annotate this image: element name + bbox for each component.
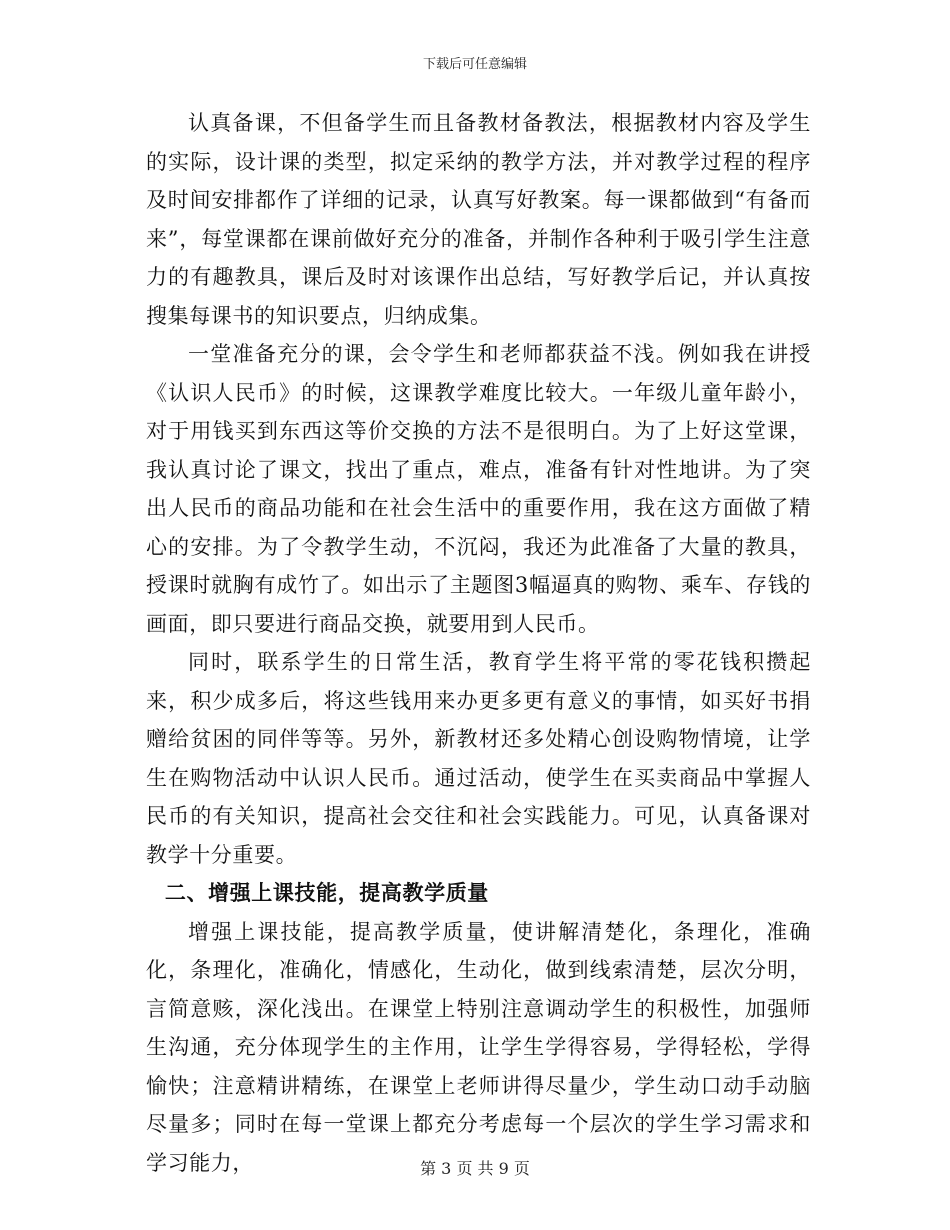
paragraph-teaching-skills: 增强上课技能，提高教学质量，使讲解清楚化，条理化，准确化，条理化，准确化，情感化，生动化，做到线索清楚，层次分明，言简意赅，深化浅出。在课堂上特别注意调动学生的积极性，加强师生沟通，充分体现学生的主作用，让学生学得容易，学得轻松，学得愉快；注意精讲精练，在课堂上老师讲得尽量少，学生动口动手动脑尽量多；同时在每一堂课上都充分考虑每一个层次的学生学习需求和学习能力， [146,919,811,1175]
paragraph-daily-life: 同时，联系学生的日常生活，教育学生将平常的零花钱积攒起来，积少成多后，将这些钱用来办更多更有意义的事情，如买好书捐赠给贫困的同伴等等。另外，新教材还多处精心创设购物情境，让学生在购物活动中认识人民币。通过活动，使学生在买卖商品中掌握人民币的有关知识，提高社会交往和社会实践能力。可见，认真备课对教学十分重要。 [146,650,811,867]
page-header-note: 下载后可任意编辑 [422,57,527,72]
document-body [146,104,811,1182]
paragraph-preparation: 认真备课，不但备学生而且备教材备教法，根据教材内容及学生的实际，设计课的类型，拟定采纳的教学方法，并对教学过程的程序及时间安排都作了详细的记录，认真写好教案。每一课都做到“有备而来”，每堂课都在课前做好充分的准备，并制作各种利于吸引学生注意力的有趣教具，课后及时对该课作出总结，写好教学后记，并认真按搜集每课书的知识要点，归纳成集。 [146,111,811,328]
section-heading: 二、增强上课技能，提高教学质量 [164,881,489,905]
page-number: 第 3 页 共 9 页 [420,1159,530,1178]
paragraph-rmb-lesson: 一堂准备充分的课，会令学生和老师都获益不浅。例如我在讲授《认识人民币》的时候，这课教学难度比较大。一年级儿童年龄小，对于用钱买到东西这等价交换的方法不是很明白。为了上好这堂课，我认真讨论了课文，找出了重点，难点，准备有针对性地讲。为了突出人民币的商品功能和在社会生活中的重要作用，我在这方面做了精心的安排。为了令教学生动，不沉闷，我还为此准备了大量的教具，授课时就胸有成竹了。如出示了主题图3幅逼真的购物、乘车、存钱的画面，即只要进行商品交换，就要用到人民币。 [146,342,811,636]
